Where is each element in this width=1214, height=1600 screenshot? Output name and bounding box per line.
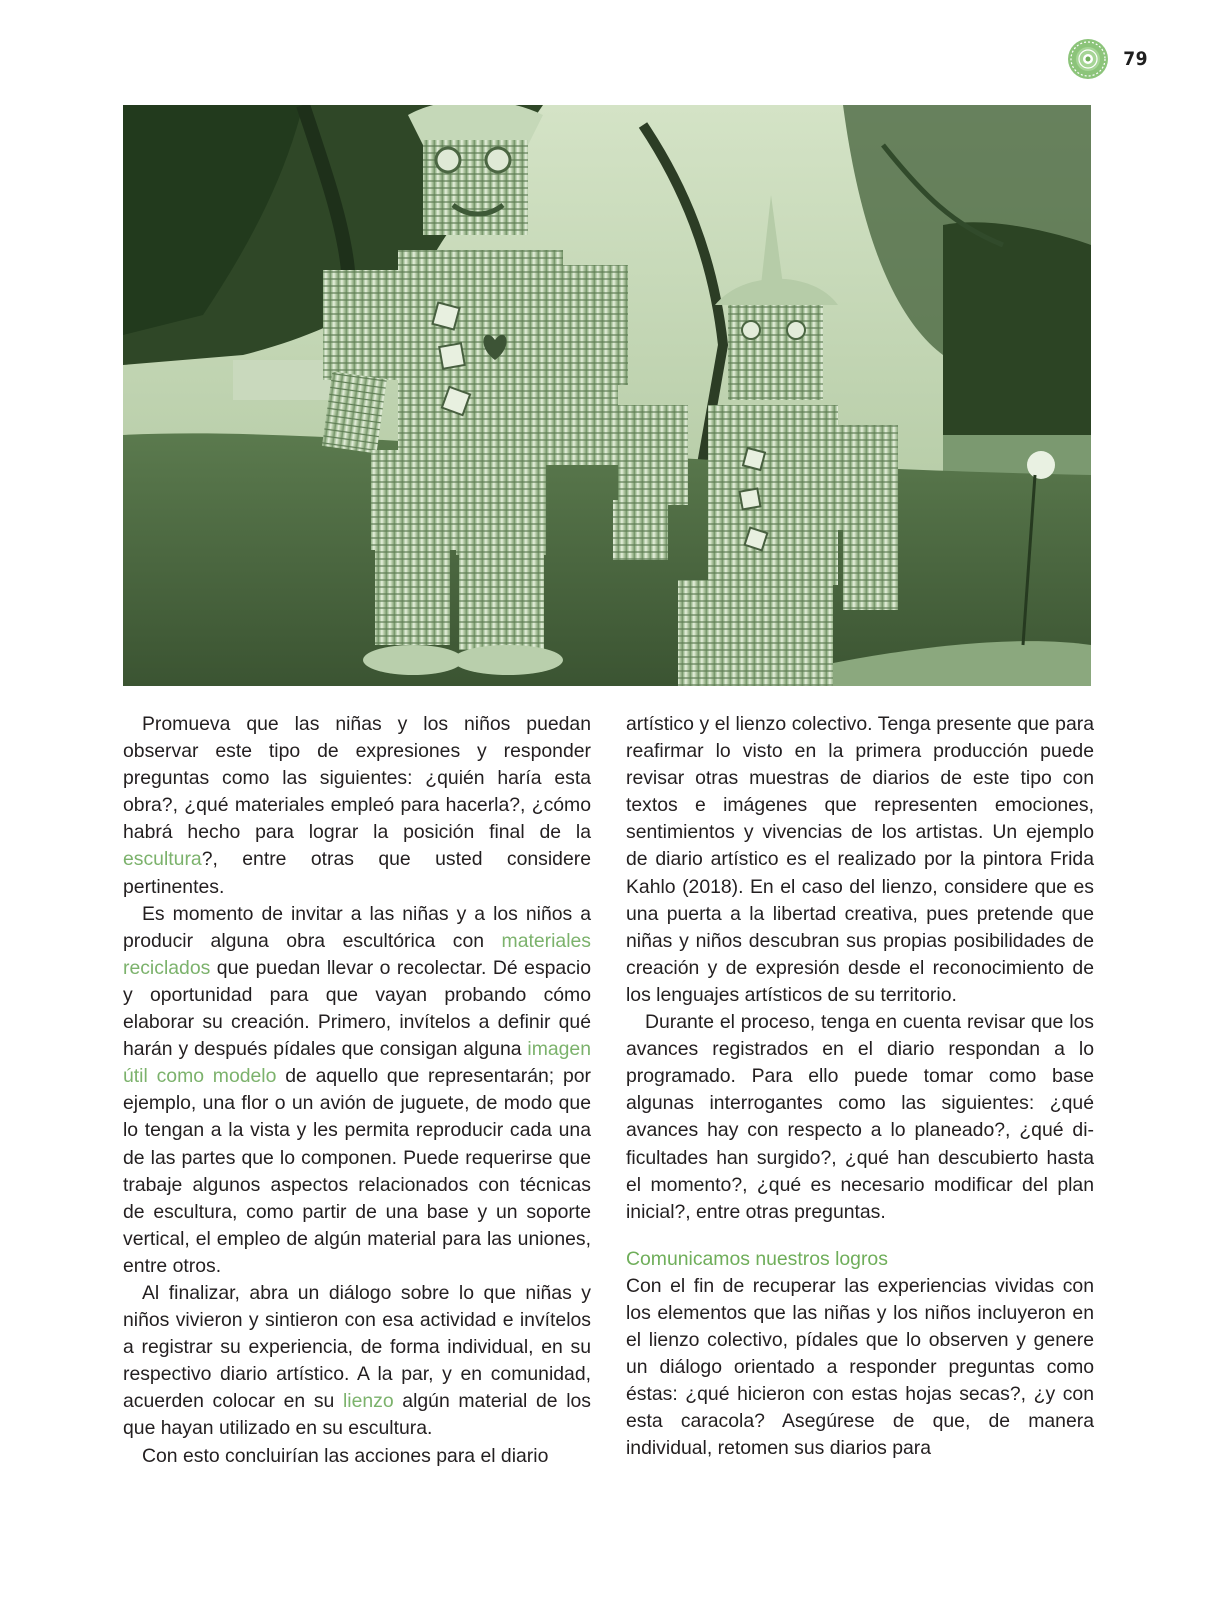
paragraph: Con esto concluirían las acciones para el diario xyxy=(142,1444,549,1467)
left-column xyxy=(123,711,591,1470)
text-run: de aquello que representarán; por ejemplo, una flor o un avión de juguete, de modo que lo tengan a la vista y les permita reproducir cada una de las partes que lo componen. Puede requerirse que trabaje algunos aspectos relacionados con técnicas de escultura, como partir de una base y un soporte vertical, el empleo de algún material para las uniones, entre otros. xyxy=(123,1065,591,1277)
glossary-term[interactable]: escultura xyxy=(123,848,202,871)
page-number: 79 xyxy=(1123,48,1148,70)
paragraph: Durante el proceso, tenga en cuenta revisar que los avances registrados en el diario respondan a lo programado. Para ello puede tomar como base algunas interrogantes como las siguientes: ¿qué avances hay con respecto a lo planeado?, ¿qué dificultades han surgido?, ¿qué han descubierto hasta el momento?, ¿qué es necesario modificar del plan inicial?, entre otras preguntas. xyxy=(626,1011,1094,1223)
section-heading: Comunicamos nuestros logros xyxy=(626,1247,888,1270)
text-run: que puedan llevar o recolectar. Dé espacio y oportunidad para que vayan probando cómo elaborar su creación. Primero, invítelos a definir qué harán y después pídales que consigan alguna xyxy=(123,956,591,1061)
right-column xyxy=(626,711,1094,1462)
text-run: algún material de los que hayan utilizado en su escultura. xyxy=(123,1390,591,1440)
glossary-term[interactable]: lienzo xyxy=(342,1390,394,1413)
paragraph: artístico y el lienzo colectivo. Tenga presente que para reafirmar lo visto en la primera producción puede revisar otras muestras de diarios de este tipo con textos e imágenes que representen emociones, sentimientos y vivencias de los artistas. Un ejemplo de diario artístico es el realizado por la pintora Frida Kahlo (2018). En el caso del lienzo, considere que es una puerta a la libertad creativa, pues pretende que niñas y niños descubran sus propias posibilidades de creación y de expresión desde el reconocimiento de los lenguajes artísticos de su territorio. xyxy=(626,713,1094,1006)
text-run: Promueva que las niñas y los niños puedan observar este tipo de expresiones y responder preguntas como las siguientes: ¿quién haría esta obra?, ¿qué materiales empleó para hacerla?, ¿cómo habrá hecho para lograr la posición final de la xyxy=(123,713,591,844)
page-header xyxy=(1067,38,1148,80)
paragraph xyxy=(123,711,591,901)
text-run: ?, entre otras que usted considere pertinentes. xyxy=(123,848,591,898)
text-run: Es momento de invitar a las niñas y a los niños a producir alguna obra escultórica con xyxy=(123,902,591,952)
text-run: Al finalizar, abra un diálogo sobre lo que niñas y niños vivieron y sintieron con esa actividad e invítelos a registrar su experiencia, de forma individual, en su respectivo diario artístico. A la par, y en comunidad, acuerden colocar en su xyxy=(123,1281,591,1413)
glossary-term[interactable]: imagen útil como modelo xyxy=(123,1038,591,1088)
tin-can-robots-photo xyxy=(123,105,1091,686)
sun-emblem-icon xyxy=(1067,38,1109,80)
paragraph xyxy=(123,901,591,1280)
paragraph: Con el fin de recuperar las experiencias vividas con los elementos que las niñas y los niños incluyeron en el lienzo colectivo, pídales que lo observen y genere un diálogo orientado a responder preguntas como éstas: ¿qué hicieron con estas hojas secas?, ¿y con esta caracola? Asegúrese de que, de manera individual, retomen sus diarios para xyxy=(626,1274,1094,1460)
glossary-term[interactable]: materiales reciclados xyxy=(123,929,591,979)
paragraph xyxy=(123,1280,591,1443)
